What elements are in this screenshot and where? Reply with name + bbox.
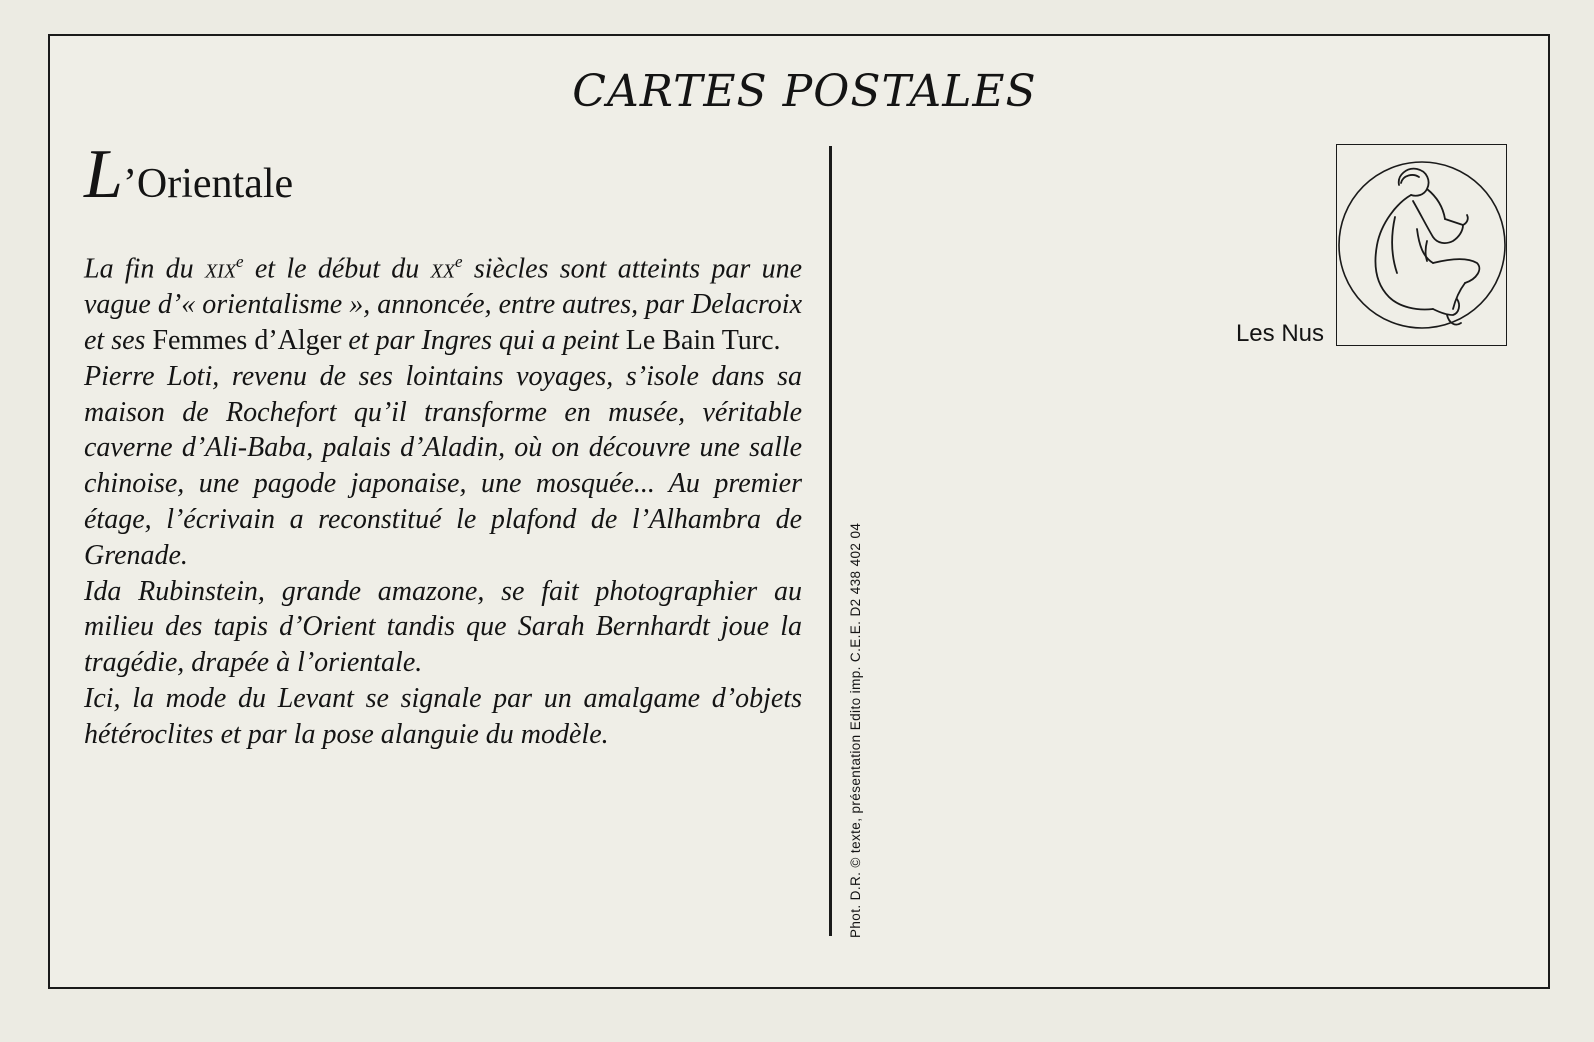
superscript-run: e bbox=[236, 252, 244, 271]
text-run: Ici, la mode du Levant se signale par un amalgame d’objets hétéroclites et par la pose alanguie du modèle. bbox=[84, 682, 802, 750]
superscript-run: e bbox=[455, 252, 463, 271]
text-run: Ida Rubinstein, grande amazone, se fait photographier au milieu des tapis d’Orient tandis que Sarah Bernhardt joue la tragédie, drapée à l’orientale. bbox=[84, 575, 802, 679]
text-run: Femmes d’Alger bbox=[152, 324, 342, 356]
description-paragraph bbox=[84, 244, 802, 359]
seated-nude-figure-icon bbox=[1337, 145, 1508, 347]
description-paragraph bbox=[84, 574, 802, 681]
description-text bbox=[84, 244, 802, 752]
print-credit: Phot. D.R. © texte, présentation Edito imp. C.E.E. D2 438 402 04 bbox=[848, 522, 863, 938]
center-divider bbox=[829, 146, 832, 936]
text-run: et le début du bbox=[243, 253, 431, 285]
description-paragraph bbox=[84, 359, 802, 574]
card-title-initial: L bbox=[84, 136, 123, 213]
card-title-rest: ’Orientale bbox=[122, 161, 294, 207]
stamp-box bbox=[1336, 144, 1507, 346]
header-title: CARTES POSTALES bbox=[572, 66, 1037, 117]
series-label: Les Nus bbox=[1235, 320, 1324, 347]
description-paragraph bbox=[84, 681, 802, 753]
text-run: siècles sont atteints par une vague d’« orientalisme », annoncée, entre autres, par Delacroix et ses bbox=[84, 253, 802, 356]
text-run: Le Bain Turc. bbox=[625, 324, 781, 356]
text-run: et par Ingres qui a peint bbox=[341, 324, 626, 356]
text-run: Pierre Loti, revenu de ses lointains voyages, s’isole dans sa maison de Rochefort qu’il transforme en musée, véritable caverne d’Ali-Baba, palais d’Aladin, où on découvre une salle chinoise, une pagode japonaise, une mosquée... Au premier étage, l’écrivain a reconstitué le plafond de l’Alhambra de Grenade. bbox=[84, 360, 802, 571]
text-run: xix bbox=[204, 253, 237, 285]
text-run: xx bbox=[430, 253, 456, 285]
card-title bbox=[84, 136, 294, 213]
text-run: La fin du bbox=[84, 253, 205, 285]
